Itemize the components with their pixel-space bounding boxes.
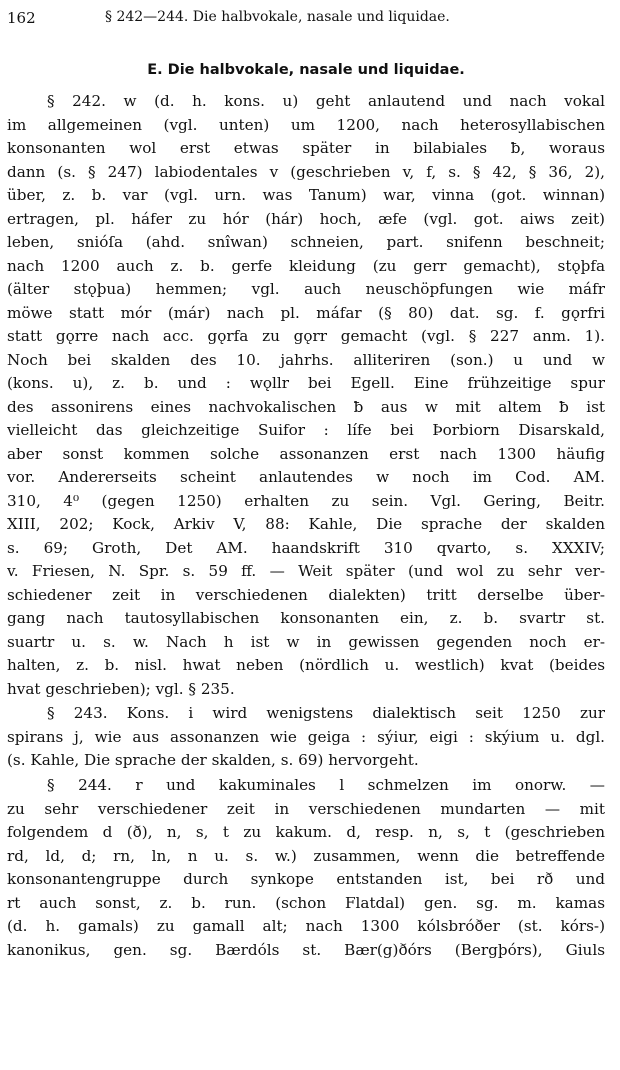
text-line: rd, ld, d; rn, ln, n u. s. w.) zusammen, wenn die betreffende bbox=[7, 846, 605, 865]
text-line: vor. Andererseits scheint anlautendes w noch im Cod. AM. bbox=[7, 468, 605, 486]
text-line: s. 69; Groth, Det AM. haandskrift 310 qvarto, s. XXXIV; bbox=[7, 538, 605, 557]
text-line: § 244. r und kakuminales l schmelzen im onorw. — bbox=[47, 776, 605, 794]
text-line: leben, snióſa (ahd. snîwan) schneien, part. snifenn beschneit; bbox=[7, 233, 605, 251]
text-line: (kons. u), z. b. und : wǫllr bei Egell. Eine frühzeitige spur bbox=[7, 374, 605, 392]
running-title: § 242—244. Die halbvokale, nasale und liquidae. bbox=[105, 9, 450, 25]
text-line: nach 1200 auch z. b. gerfe kleidung (zu gerr gemacht), stǫþfa bbox=[7, 256, 605, 275]
text-line: schiedener zeit in verschiedenen dialekten) tritt derselbe über- bbox=[7, 585, 605, 604]
text-line: über, z. b. var (vgl. urn. was Tanum) war, vinna (got. winnan) bbox=[7, 186, 605, 204]
text-line: spirans j, wie aus assonanzen wie geiga : sýiur, eigi : skýium u. dgl. bbox=[7, 727, 605, 746]
text-line: kanonikus, gen. sg. Bærdóls st. Bær(g)ðórs (Bergþórs), Giuls bbox=[7, 940, 605, 959]
text-line: rt auch sonst, z. b. run. (schon Flatdal) gen. sg. m. kamas bbox=[7, 893, 605, 912]
text-line: ertragen, pl. háfer zu hór (hár) hoch, æfe (vgl. got. aiws zeit) bbox=[7, 209, 605, 228]
text-line: folgendem d (ð), n, s, t zu kakum. d, resp. n, s, t (geschrieben bbox=[7, 823, 605, 841]
text-line: vielleicht das gleichzeitige Suifor : lífe bei Þorbiorn Disarskald, bbox=[7, 421, 605, 439]
text-line: § 243. Kons. i wird wenigstens dialektisch seit 1250 zur bbox=[47, 704, 605, 722]
text-line: zu sehr verschiedener zeit in verschiedenen mundarten — mit bbox=[7, 799, 605, 818]
text-line: 310, 4⁰ (gegen 1250) erhalten zu sein. Vgl. Gering, Beitr. bbox=[7, 491, 605, 510]
text-line: XIII, 202; Kock, Arkiv V, 88: Kahle, Die sprache der skalden bbox=[7, 515, 605, 533]
page-number: 162 bbox=[7, 9, 36, 27]
text-line: möwe statt mór (már) nach pl. máfar (§ 80) dat. sg. f. gǫrfri bbox=[7, 303, 605, 322]
text-line: konsonantengruppe durch synkope entstanden ist, bei rð und bbox=[7, 870, 605, 888]
paragraph-242 bbox=[7, 90, 605, 701]
text-line: § 242. w (d. h. kons. u) geht anlautend und nach vokal bbox=[47, 92, 605, 110]
text-line: aber sonst kommen solche assonanzen erst nach 1300 häufig bbox=[7, 444, 605, 463]
text-line: v. Friesen, N. Spr. s. 59 ff. — Weit später (und wol zu sehr ver- bbox=[7, 562, 605, 580]
text-line: Noch bei skalden des 10. jahrhs. alliteriren (son.) u und w bbox=[7, 350, 605, 369]
paragraph-244 bbox=[7, 774, 605, 962]
book-page bbox=[7, 0, 605, 1070]
text-line: dann (s. § 247) labiodentales v (geschrieben v, f, s. § 42, § 36, 2), bbox=[7, 162, 605, 181]
text-line: (s. Kahle, Die sprache der skalden, s. 69) hervorgeht. bbox=[7, 751, 419, 769]
text-line: hvat geschrieben); vgl. § 235. bbox=[7, 679, 235, 698]
section-heading: E. Die halbvokale, nasale und liquidae. bbox=[147, 62, 465, 78]
text-line: suartr u. s. w. Nach h ist w in gewissen gegenden noch er- bbox=[7, 632, 605, 651]
text-line: des assonirens eines nachvokalischen ƀ aus w mit altem ƀ ist bbox=[7, 397, 605, 416]
text-line: gang nach tautosyllabischen konsonanten ein, z. b. svartr st. bbox=[7, 609, 605, 627]
text-line: (d. h. gamals) zu gamall alt; nach 1300 kólsbróðer (st. kórs-) bbox=[7, 917, 605, 935]
running-head bbox=[7, 9, 605, 35]
text-line: im allgemeinen (vgl. unten) um 1200, nach heterosyllabischen bbox=[7, 115, 605, 134]
text-line: (älter stǫþua) hemmen; vgl. auch neuschöpfungen wie máfr bbox=[7, 280, 605, 298]
paragraph-243 bbox=[7, 702, 605, 773]
text-line: konsonanten wol erst etwas später in bilabiales ƀ, woraus bbox=[7, 139, 605, 157]
text-line: statt gǫrre nach acc. gǫrfa zu gǫrr gemacht (vgl. § 227 anm. 1). bbox=[7, 327, 605, 345]
text-line: halten, z. b. nisl. hwat neben (nördlich u. westlich) kvat (beides bbox=[7, 656, 605, 674]
